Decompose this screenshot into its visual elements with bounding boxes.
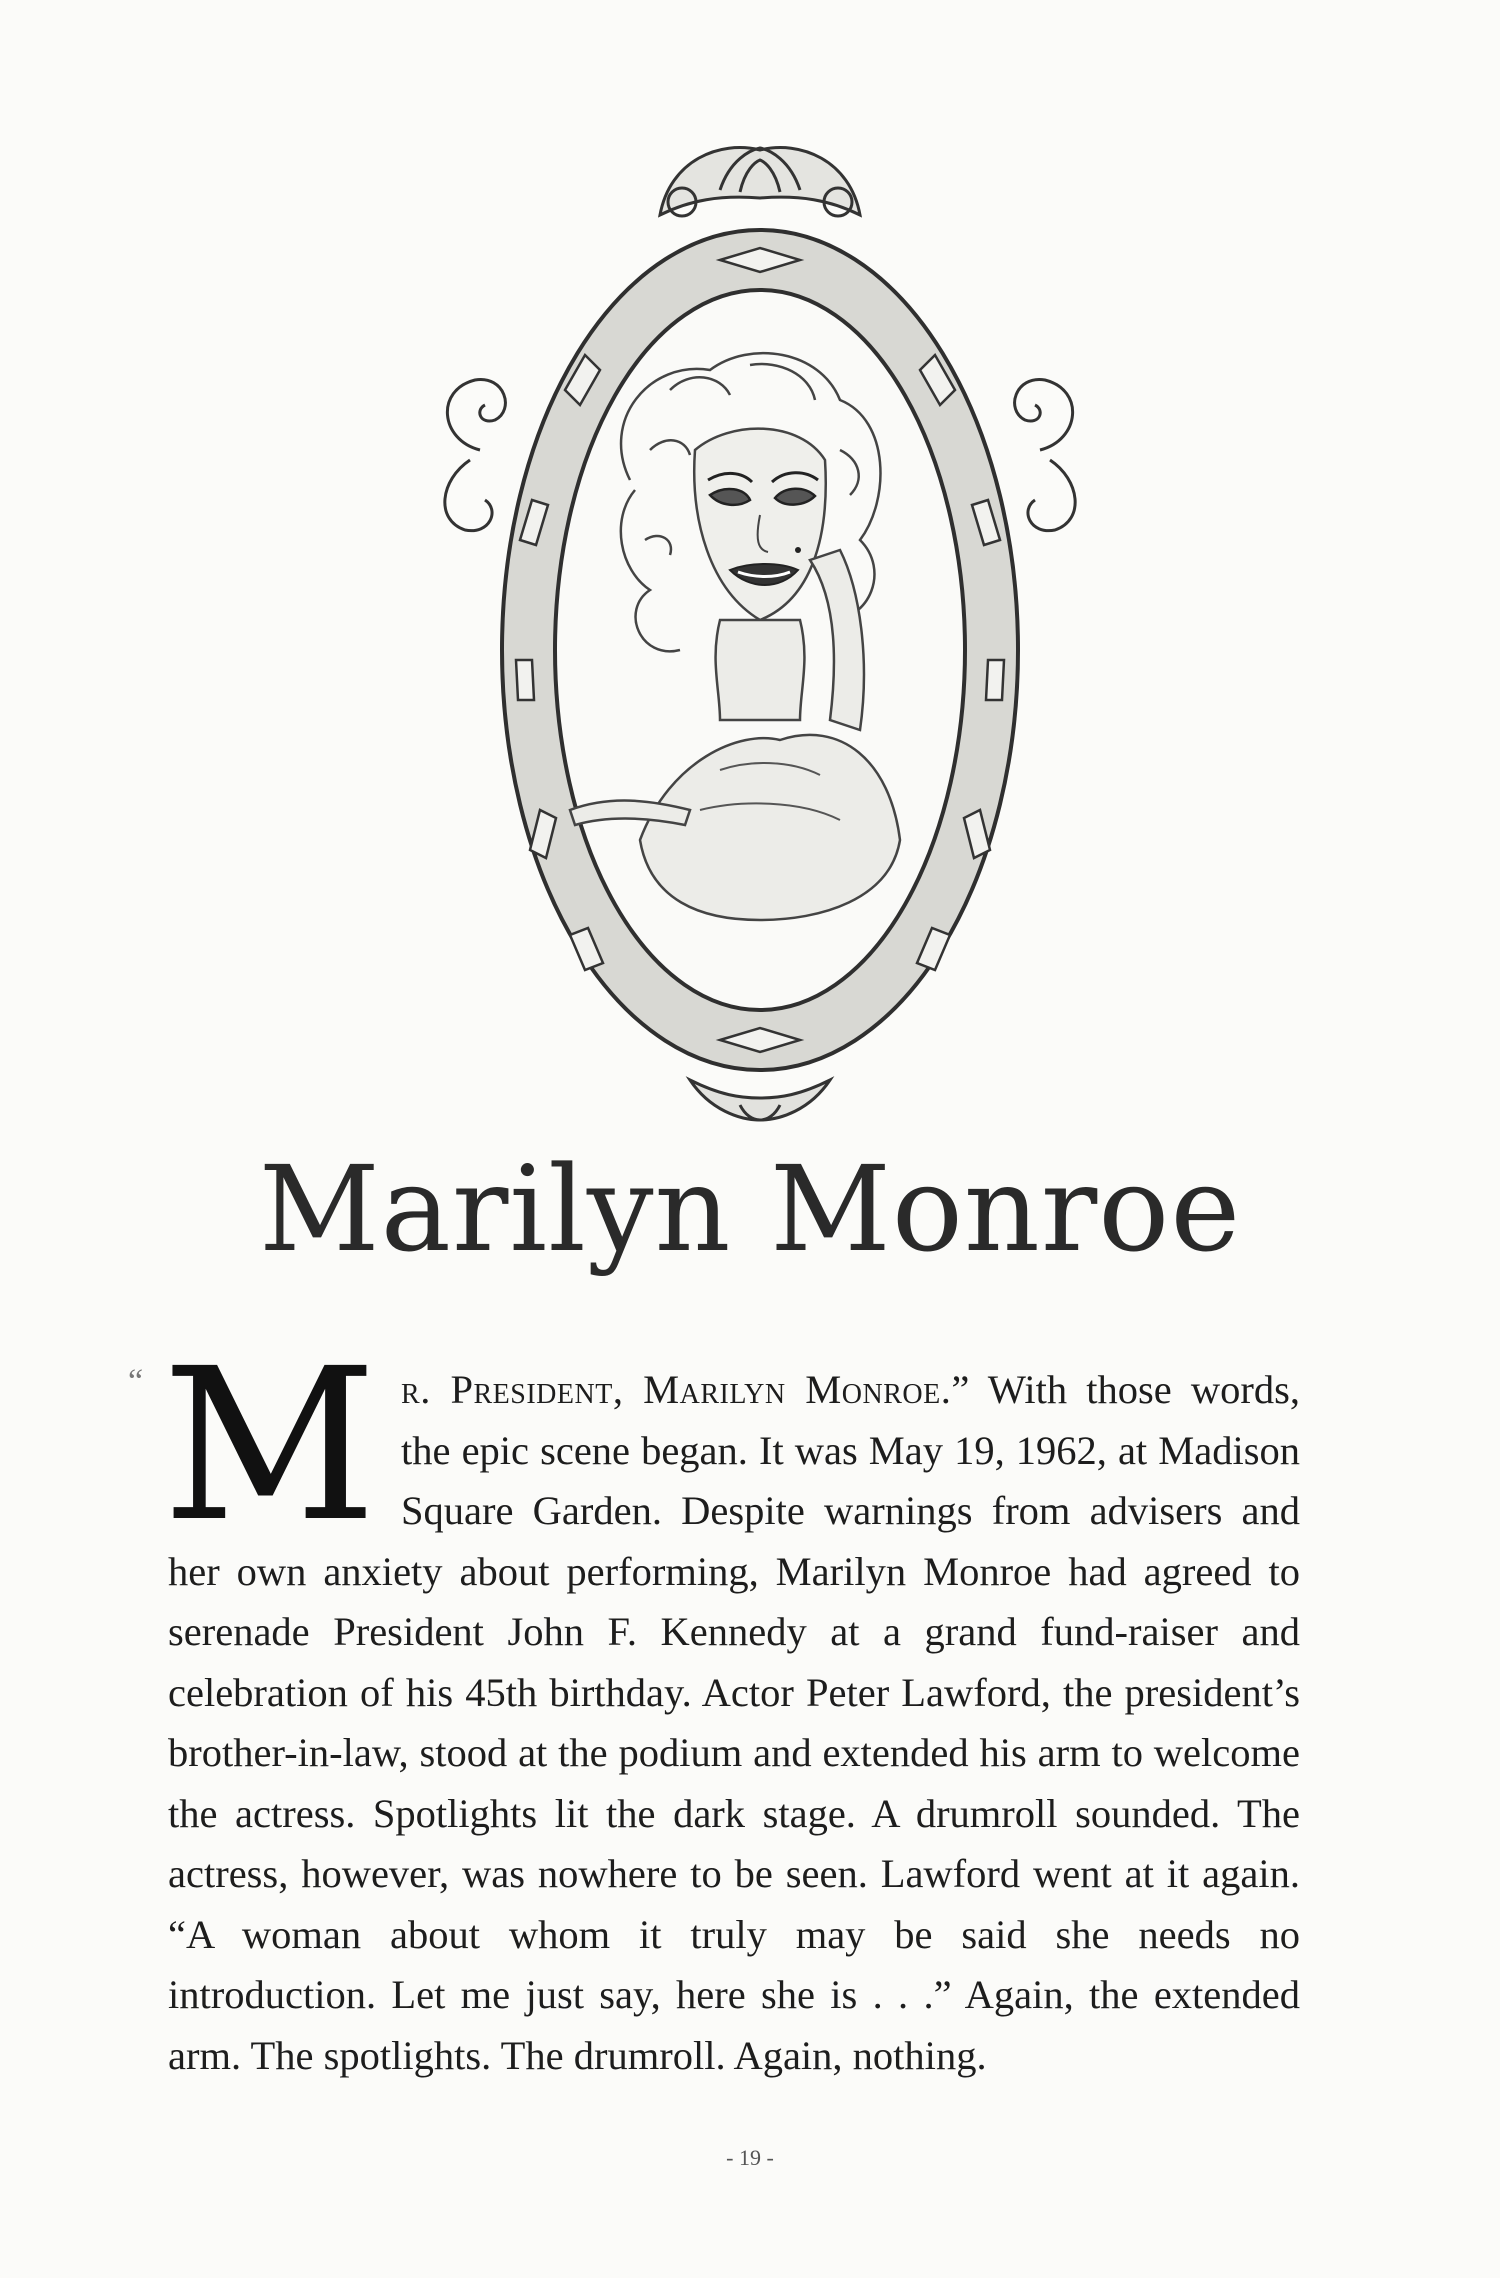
opening-quote-mark: “ bbox=[128, 1363, 144, 1400]
drop-cap: M bbox=[162, 1323, 378, 1568]
oval-frame-portrait-icon bbox=[420, 120, 1100, 1140]
article-body bbox=[128, 1323, 1301, 2086]
portrait-illustration bbox=[420, 120, 1100, 1140]
page-title: Marilyn Monroe bbox=[258, 1140, 1242, 1278]
article-paragraph: ” With those words, the epic scene began. It was May 19, 1962, at Madison Square Garden. Despite warnings from advisers and her own anxiety about performing, Marilyn Monroe had agreed to serenade President John F. Kennedy at a grand fund-raiser and celebration of his 45th birthday. Actor Peter Lawford, the president’s brother-in-law, stood at the podium and extended his arm to welcome the actress. Spotlights lit the dark stage. A drumroll sounded. The actress, however, was nowhere to be seen. Lawford went at it again. “A woman about whom it truly may be said she needs no introduction. Let me just say, here she is . . .” Again, the extended arm. The spotlights. The drumroll. Again, nothing. bbox=[168, 1367, 1301, 2078]
page-number: - 19 - bbox=[726, 2145, 774, 2170]
lead-small-caps: r. President, Marilyn Monroe. bbox=[401, 1367, 952, 1412]
